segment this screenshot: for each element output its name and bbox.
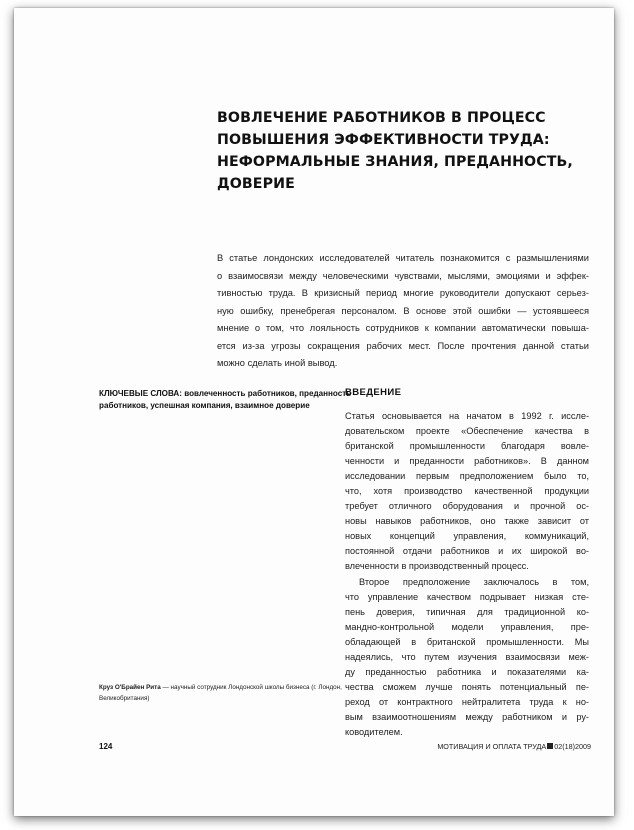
body-line: требует отличного оборудования и прочной ос- <box>345 501 589 512</box>
body-line: Второе предположение заключалось в том, <box>359 576 589 587</box>
body-line: британской промышленности благодаря вовле- <box>345 441 589 452</box>
title-line: ВОВЛЕЧЕНИЕ РАБОТНИКОВ В ПРОЦЕСС <box>217 110 546 126</box>
body-line: ководителем. <box>345 726 403 737</box>
lead-line: ется из-за угрозы сокращения рабочих мест. После прочтения данной статьи <box>217 340 589 351</box>
lead-line: можно сделать иной вывод. <box>217 358 338 368</box>
article-title <box>217 107 577 195</box>
journal-name: МОТИВАЦИЯ И ОПЛАТА ТРУДА <box>437 742 547 751</box>
body-line: ченности и преданности работников». В данном <box>345 456 589 467</box>
title-line: ДОВЕРИЕ <box>217 176 295 192</box>
section-heading: ВВЕДЕНИЕ <box>345 387 402 398</box>
journal-issue: 02(18)2009 <box>554 742 591 751</box>
lead-line: о взаимосвязи между человеческими чувствами, мыслями, эмоциями и эффек- <box>217 270 589 281</box>
body-line: что управление качеством подрывает низкая сте- <box>345 591 589 602</box>
keywords-line: КЛЮЧЕВЫЕ СЛОВА: вовлеченность работников, преданность <box>99 389 352 398</box>
body-line: новы навыков работников, оно также зависит от <box>345 516 589 527</box>
body-line: что, хотя производство качественной продукции <box>345 486 589 497</box>
square-bullet-icon <box>547 743 553 749</box>
author-line <box>99 683 342 694</box>
body-line: исследовании первым предположением было то, <box>345 471 589 482</box>
page-number: 124 <box>99 742 113 751</box>
author-note <box>99 683 342 704</box>
author-location: Великобритания) <box>99 694 150 702</box>
body-line: постоянной отдачи работников и их широкой во- <box>345 546 589 557</box>
lead-line: ную ошибку, пренебрегая персоналом. В основе этой ошибки — устоявшееся <box>217 305 589 316</box>
body-line: обладающей в британской промышленности. Мы <box>345 636 589 647</box>
body-text <box>345 409 589 740</box>
author-name: Круз О'Брайен Рита <box>99 684 161 691</box>
body-line: влеченности в производственный процесс. <box>345 561 529 572</box>
body-line: Статья основывается на начатом в 1992 г. иссле- <box>345 411 589 421</box>
lead-line: мнение о том, что лояльность сотрудников к компании автоматически повыша- <box>217 323 589 333</box>
journal-page <box>14 8 614 816</box>
body-line: чества сможем лучше понять потенциальный пе- <box>345 681 589 692</box>
lead-line: тивностью труда. В кризисный период многие руководители допускают серьез- <box>217 288 589 298</box>
journal-footer <box>435 742 591 751</box>
keywords <box>99 388 352 412</box>
body-line: вым взаимоотношениям между работником и ру- <box>345 711 589 722</box>
body-line: мандно-контрольной модели управления, пре- <box>345 621 589 632</box>
body-line: ду преданностью работника и показателями ка- <box>345 666 589 677</box>
body-line: пень доверия, типичная для традиционной ко- <box>345 606 589 617</box>
body-line: новых концепций управления, коммуникаций, <box>345 531 589 542</box>
body-line: довательском проекте «Обеспечение качества в <box>345 426 589 437</box>
lead-paragraph <box>217 250 589 373</box>
title-line: ПОВЫШЕНИЯ ЭФФЕКТИВНОСТИ ТРУДА: <box>217 132 550 148</box>
title-line: НЕФОРМАЛЬНЫЕ ЗНАНИЯ, ПРЕДАННОСТЬ, <box>217 154 573 170</box>
keywords-line: работников, успешная компания, взаимное доверие <box>99 401 310 410</box>
body-line: реход от контрактного нейтралитета труда к но- <box>345 696 589 707</box>
body-line: надеялись, что путем изучения взаимосвязи меж- <box>345 651 589 662</box>
author-description: — научный сотрудник Лондонской школы бизнеса (г. Лондон, <box>160 684 342 691</box>
lead-line: В статье лондонских исследователей читатель познакомится с размышлениями <box>217 253 589 263</box>
